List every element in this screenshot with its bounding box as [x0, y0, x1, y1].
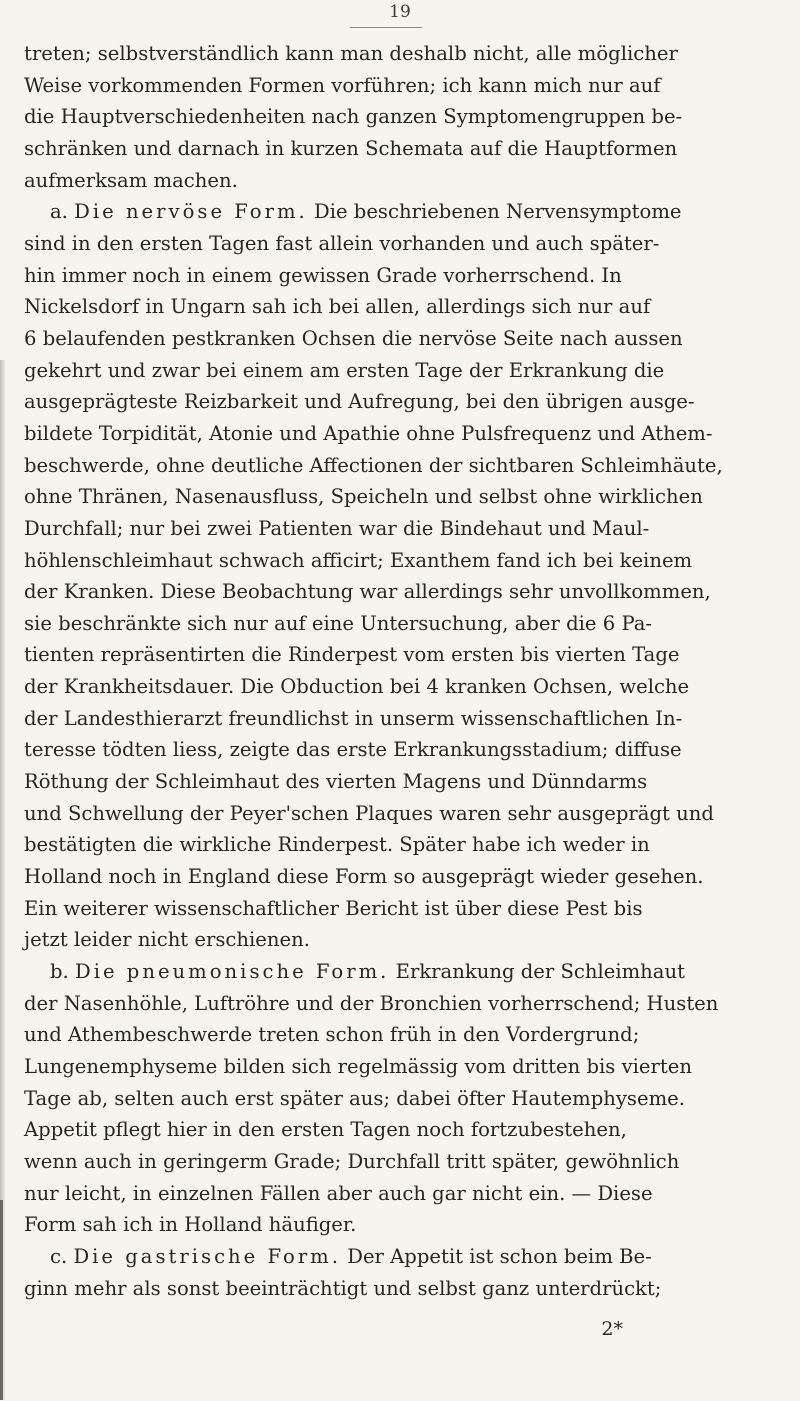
text-line: wenn auch in geringerm Grade; Durchfall tritt später, gewöhnlich — [24, 1149, 680, 1173]
text-line: Weise vorkommenden Formen vorführen; ich kann mich nur auf — [24, 73, 661, 97]
text-line: Röthung der Schleimhaut des vierten Magens und Dünndarms — [24, 770, 648, 794]
text-line: Appetit pflegt hier in den ersten Tagen noch fortzubestehen, — [24, 1118, 627, 1142]
text-line: Tage ab, selten auch erst später aus; dabei öfter Hautemphyseme. — [24, 1086, 685, 1110]
text-line: der Kranken. Diese Beobachtung war allerdings sehr unvollkommen, — [24, 580, 711, 604]
text-line: gekehrt und zwar bei einem am ersten Tage der Erkrankung die — [24, 358, 665, 382]
text-line: aufmerksam machen. — [24, 168, 238, 192]
text-line: beschwerde, ohne deutliche Affectionen der sichtbaren Schleimhäute, — [24, 453, 723, 477]
text-line: nur leicht, in einzelnen Fällen aber auch gar nicht ein. — Diese — [24, 1181, 653, 1205]
signature-text: 2* — [601, 1318, 623, 1340]
section-heading-line: b. Die pneumonische Form. Erkrankung der Schleimhaut — [50, 960, 685, 984]
text-line: Durchfall; nur bei zwei Patienten war die Bindehaut und Maul- — [24, 516, 650, 540]
text-line: Ein weiterer wissenschaftlicher Bericht ist über diese Pest bis — [24, 896, 643, 920]
section-heading: Die nervöse Form. — [74, 200, 308, 224]
text-line: ohne Thränen, Nasenausfluss, Speicheln und selbst ohne wirklichen — [24, 485, 703, 509]
text-line: sind in den ersten Tagen fast allein vorhanden und auch später- — [24, 231, 660, 255]
section-heading: Die pneumonische Form. — [75, 960, 390, 984]
text-line: ausgeprägteste Reizbarkeit und Aufregung, bei den übrigen ausge- — [24, 390, 695, 414]
text-line: hin immer noch in einem gewissen Grade vorherrschend. In — [24, 263, 622, 287]
page-number: 19 — [389, 2, 411, 22]
text-line: Lungenemphyseme bilden sich regelmässig vom dritten bis vierten — [24, 1055, 692, 1078]
text-line: der Krankheitsdauer. Die Obduction bei 4 kranken Ochsen, welche — [24, 675, 690, 699]
text-line: die Hauptverschiedenheiten nach ganzen Symptomengruppen be- — [24, 105, 683, 129]
text-line: ginn mehr als sonst beeinträchtigt und selbst ganz unterdrückt; — [24, 1276, 662, 1300]
text-line: jetzt leider nicht erschienen. — [24, 928, 310, 952]
text-line: Nickelsdorf in Ungarn sah ich bei allen, allerdings sich nur auf — [24, 295, 651, 319]
text-line: teresse tödten liess, zeigte das erste Erkrankungsstadium; diffuse — [24, 738, 682, 762]
text-line: der Nasenhöhle, Luftröhre und der Bronchien vorherrschend; Husten — [24, 991, 719, 1015]
section-heading-line: c. Die gastrische Form. Der Appetit ist schon beim Be- — [50, 1244, 652, 1268]
text-line: Form sah ich in Holland häufiger. — [24, 1213, 357, 1237]
text-block — [24, 38, 781, 1304]
text-line: treten; selbstverständlich kann man deshalb nicht, alle möglicher — [24, 42, 678, 65]
text-line: höhlenschleimhaut schwach afficirt; Exanthem fand ich bei keinem — [24, 548, 693, 572]
text-line: sie beschränkte sich nur auf eine Untersuchung, aber die 6 Pa- — [24, 611, 653, 635]
text-line: bestätigten die wirkliche Rinderpest. Später habe ich weder in — [24, 833, 650, 857]
text-line: 6 belaufenden pestkranken Ochsen die nervöse Seite nach aussen — [24, 326, 683, 350]
text-line: und Schwellung der Peyer'schen Plaques waren sehr ausgeprägt und — [24, 801, 714, 825]
text-line: und Athembeschwerde treten schon früh in den Vordergrund; — [24, 1023, 640, 1047]
signature-mark — [0, 1318, 800, 1340]
text-line: tienten repräsentirten die Rinderpest vom ersten bis vierten Tage — [24, 643, 680, 667]
section-heading-line: a. Die nervöse Form. Die beschriebenen Nervensymptome — [50, 200, 682, 224]
text-line: bildete Torpidität, Atonie und Apathie ohne Pulsfrequenz und Athem- — [24, 421, 713, 445]
text-line: Holland noch in England diese Form so ausgeprägt wieder gesehen. — [24, 865, 704, 889]
section-heading: Die gastrische Form. — [73, 1244, 341, 1268]
text-line: schränken und darnach in kurzen Schemata auf die Hauptformen — [24, 136, 678, 160]
page-edge-dark — [0, 1200, 3, 1400]
text-line: der Landesthierarzt freundlichst in unserm wissenschaftlichen In- — [24, 706, 683, 730]
page-number-rule — [350, 27, 422, 28]
